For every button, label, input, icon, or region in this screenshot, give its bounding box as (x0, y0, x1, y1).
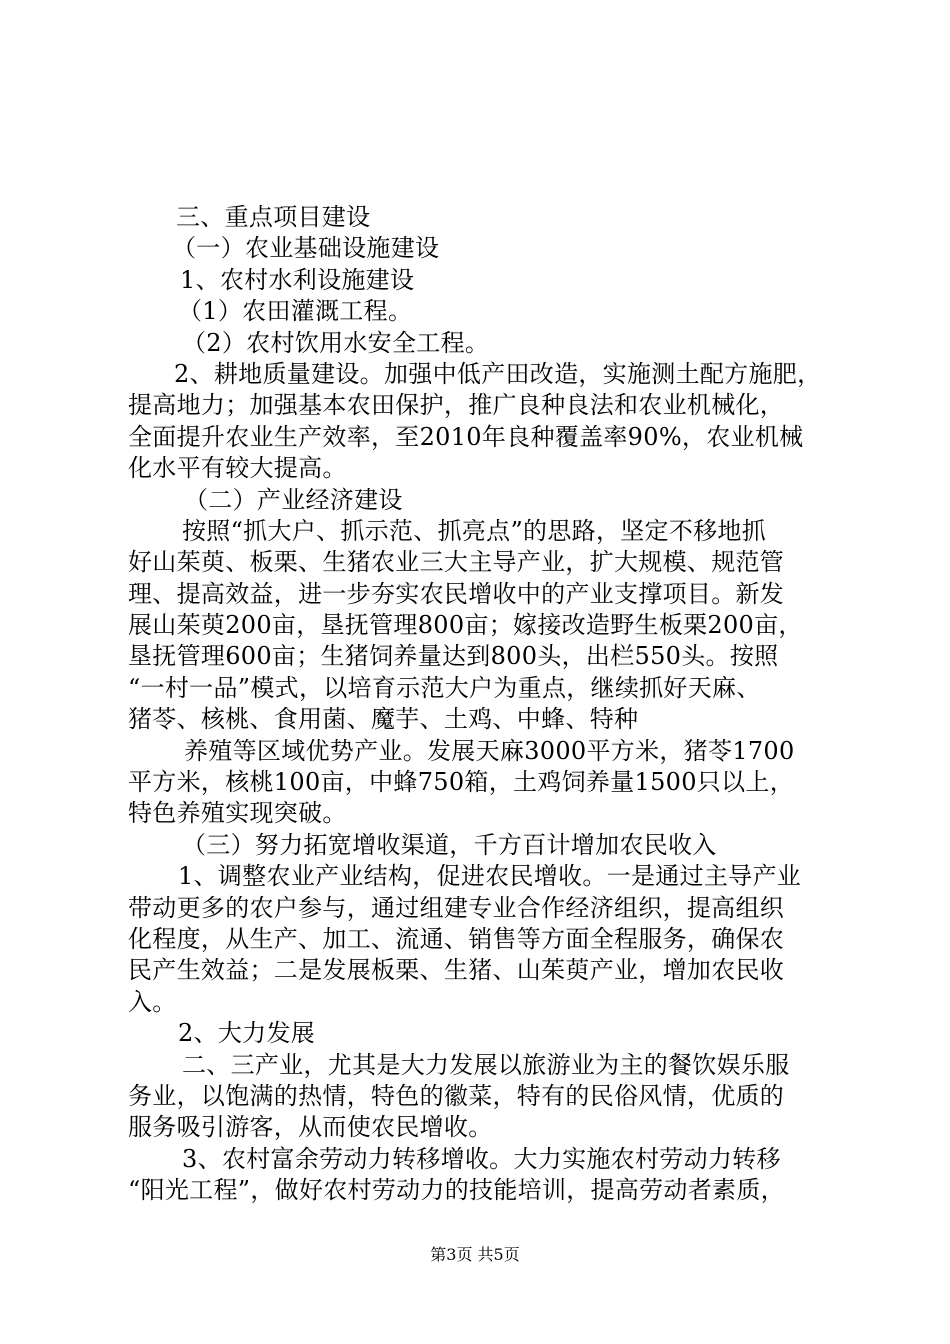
text-line: 展山茱萸200亩，垦抚管理800亩；嫁接改造野生板栗200亩， (128, 611, 803, 640)
text-line: 2、大力发展 (178, 1019, 316, 1048)
text-line: 1、农村水利设施建设 (180, 265, 415, 294)
text-line: 化水平有较大提高。 (128, 454, 347, 483)
text-line: 理、提高效益，进一步夯实农民增收中的产业支撑项目。新发 (128, 579, 785, 608)
text-line: 服务吸引游客，从而使农民增收。 (128, 1113, 493, 1142)
text-line: （2）农村饮用水安全工程。 (182, 328, 490, 357)
text-line: 3、农村富余劳动力转移增收。大力实施农村劳动力转移 (182, 1144, 781, 1173)
text-line: 入。 (128, 987, 177, 1016)
page-footer: 第3页 共5页 (430, 1245, 520, 1264)
text-line: “一村一品”模式，以培育示范大户为重点，继续抓好天麻、 (128, 673, 761, 702)
text-line: 猪苓、核桃、食用菌、魔芋、土鸡、中蜂、特种 (128, 705, 639, 734)
text-line: 好山茱萸、板栗、生猪农业三大主导产业，扩大规模、规范管 (128, 548, 785, 577)
text-line: 二、三产业，尤其是大力发展以旅游业为主的餐饮娱乐服 (182, 1050, 790, 1079)
text-line: 平方米，核桃100亩，中蜂750箱，土鸡饲养量1500只以上， (128, 768, 794, 797)
text-line: 民产生效益；二是发展板栗、生猪、山茱萸产业，增加农民收 (128, 956, 785, 985)
text-line: 按照“抓大户、抓示范、抓亮点”的思路，坚定不移地抓 (182, 516, 767, 545)
text-line: 带动更多的农户参与，通过组建专业合作经济组织，提高组织 (128, 893, 785, 922)
text-line: （1）农田灌溉工程。 (178, 297, 413, 326)
text-line: 养殖等区域优势产业。发展天麻3000平方米，猪苓1700 (184, 736, 795, 765)
text-line: （一）农业基础设施建设 (172, 234, 440, 263)
text-line: 化程度，从生产、加工、流通、销售等方面全程服务，确保农 (128, 924, 785, 953)
text-line: 全面提升农业生产效率，至2010年良种覆盖率90%，农业机械 (128, 422, 804, 451)
text-line: 特色养殖实现突破。 (128, 799, 347, 828)
text-line: 提高地力；加强基本农田保护，推广良种良法和农业机械化， (128, 391, 785, 420)
text-line: 务业，以饱满的热情，特色的徽菜，特有的民俗风情，优质的 (128, 1081, 785, 1110)
text-line: “阳光工程”，做好农村劳动力的技能培训，提高劳动者素质， (128, 1176, 785, 1205)
text-line: （二）产业经济建设 (184, 485, 403, 514)
text-line: 垦抚管理600亩；生猪饲养量达到800头，出栏550头。按照 (128, 642, 779, 671)
document-body (128, 202, 838, 1207)
text-line: 2、耕地质量建设。加强中低产田改造，实施测土配方施肥， (174, 359, 822, 388)
text-line: 三、重点项目建设 (176, 203, 371, 231)
text-line: 1、调整农业产业结构，促进农民增收。一是通过主导产业 (178, 862, 802, 891)
text-line: （三）努力拓宽增收渠道，千方百计增加农民收入 (182, 830, 717, 859)
